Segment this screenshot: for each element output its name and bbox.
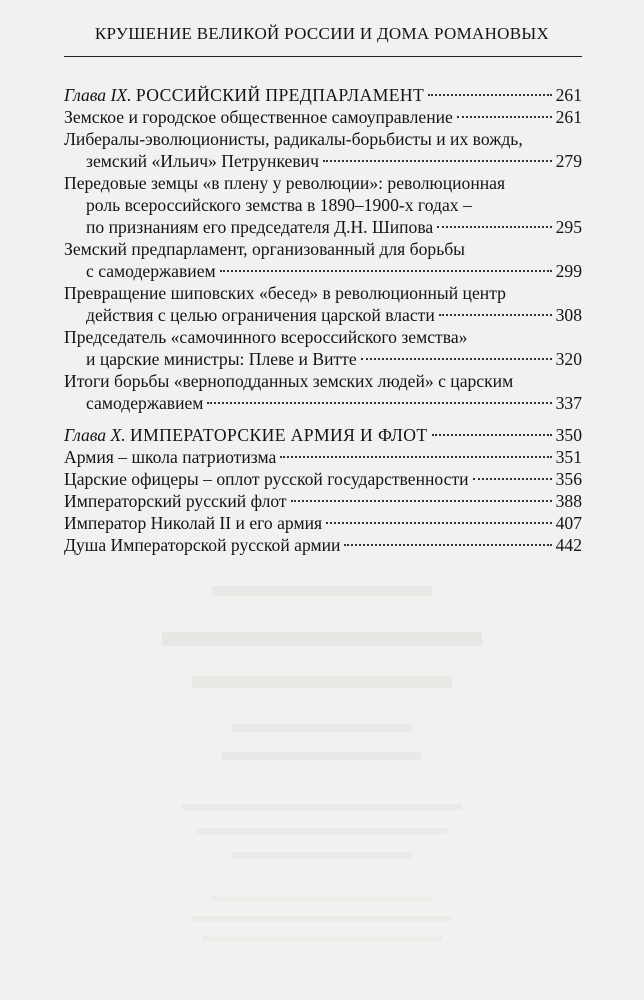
dot-leader — [473, 478, 552, 480]
page-number: 261 — [555, 107, 582, 127]
dot-leader — [457, 116, 552, 118]
page-number: 337 — [555, 393, 582, 413]
dot-leader — [291, 500, 552, 502]
toc-entry — [64, 490, 582, 512]
dot-leader — [361, 358, 552, 360]
entry-text-line: действия с целью ограничения царской власти — [86, 305, 435, 325]
dot-leader — [344, 544, 551, 546]
entry-text-line: Император Николай II и его армия — [64, 513, 323, 533]
dot-leader — [207, 402, 551, 404]
entry-text-line: Председатель «самочинного всероссийского земства» — [64, 327, 468, 347]
dot-leader — [439, 314, 552, 316]
toc-entry — [64, 370, 582, 414]
entry-text-line: Армия – школа патриотизма — [64, 447, 277, 467]
page-number: 295 — [555, 217, 582, 237]
dot-leader — [280, 456, 551, 458]
page-number: 356 — [555, 469, 582, 489]
page-number: 388 — [555, 491, 582, 511]
entry-text-line: самодержавием — [86, 393, 204, 413]
chapter-heading — [64, 424, 582, 446]
dot-leader — [220, 270, 552, 272]
table-of-contents — [64, 84, 582, 562]
running-head: КРУШЕНИЕ ВЕЛИКОЙ РОССИИ И ДОМА РОМАНОВЫХ — [94, 24, 550, 43]
page-number: 407 — [555, 513, 582, 533]
toc-entry — [64, 106, 582, 128]
entry-text-line: Императорский русский флот — [64, 491, 287, 511]
entry-text-line: Превращение шиповских «бесед» в революционный центр — [64, 283, 506, 303]
toc-entry — [64, 238, 582, 282]
page-number: 299 — [555, 261, 582, 281]
page-number: 350 — [555, 425, 582, 445]
toc-entry — [64, 128, 582, 172]
show-through-text — [0, 560, 644, 980]
entry-text-line: Душа Императорской русской армии — [64, 535, 341, 555]
entry-text-line: роль всероссийского земства в 1890–1900-х годах – — [86, 195, 472, 215]
toc-entry — [64, 446, 582, 468]
entry-text-line: Либералы-эволюционисты, радикалы-борьбисты и их вождь, — [64, 129, 523, 149]
page-number: 320 — [555, 349, 582, 369]
page-number: 308 — [555, 305, 582, 325]
chapter-title: РОССИЙСКИЙ ПРЕДПАРЛАМЕНТ — [135, 85, 425, 105]
page-number: 261 — [555, 85, 582, 105]
entry-text-line: земский «Ильич» Петрункевич — [86, 151, 319, 171]
chapter-title: ИМПЕРАТОРСКИЕ АРМИЯ И ФЛОТ — [130, 425, 428, 445]
page-number: 279 — [555, 151, 582, 171]
dot-leader — [428, 94, 551, 96]
page-number: 351 — [555, 447, 582, 467]
toc-chapter — [64, 84, 582, 414]
toc-entry — [64, 468, 582, 490]
entry-text-line: Земский предпарламент, организованный для борьбы — [64, 239, 465, 259]
entry-text-line: Царские офицеры – оплот русской государственности — [64, 469, 469, 489]
entry-text-line: по признаниям его председателя Д.Н. Шипова — [86, 217, 434, 237]
chapter-label: Глава X. — [64, 425, 126, 445]
dot-leader — [432, 434, 552, 436]
dot-leader — [323, 160, 552, 162]
toc-entry — [64, 534, 582, 556]
header-rule — [64, 56, 582, 57]
dot-leader — [437, 226, 551, 228]
entry-text-line: с самодержавием — [86, 261, 216, 281]
entry-text-line: Земское и городское общественное самоуправление — [64, 107, 453, 127]
entry-text-line: и царские министры: Плеве и Витте — [86, 349, 357, 369]
toc-entry — [64, 512, 582, 534]
entry-text-line: Итоги борьбы «верноподданных земских людей» с царским — [64, 371, 514, 391]
toc-entry — [64, 326, 582, 370]
entry-text-line: Передовые земцы «в плену у революции»: революционная — [64, 173, 506, 193]
page-number: 442 — [555, 535, 582, 555]
toc-entry — [64, 282, 582, 326]
toc-chapter — [64, 424, 582, 556]
toc-entry — [64, 172, 582, 238]
chapter-label: Глава IX. — [64, 85, 132, 105]
dot-leader — [326, 522, 552, 524]
chapter-heading — [64, 84, 582, 106]
